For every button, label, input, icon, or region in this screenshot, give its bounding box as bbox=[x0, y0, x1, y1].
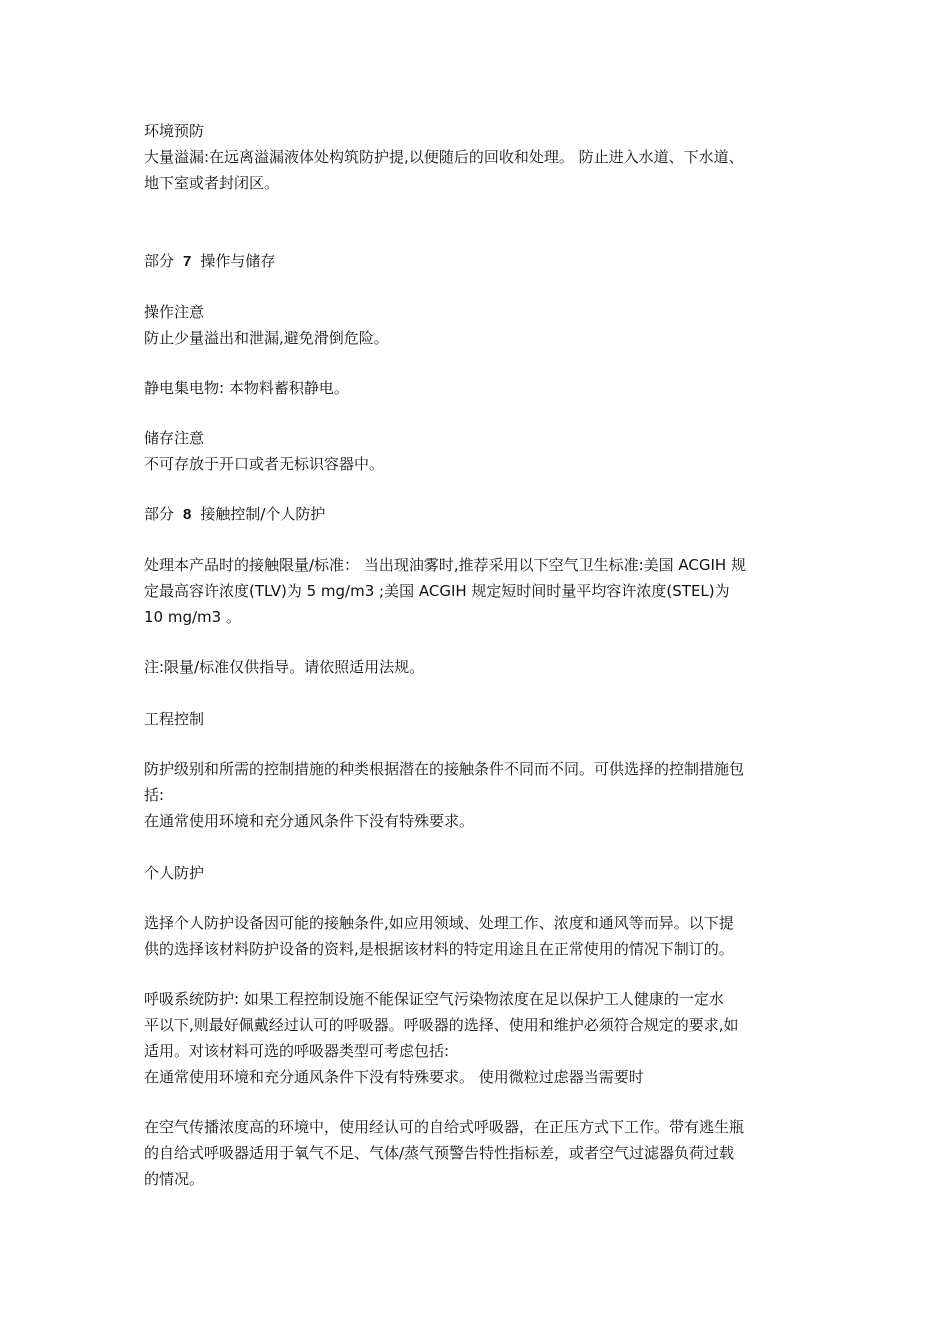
scba-block bbox=[144, 1114, 814, 1192]
storage-block bbox=[144, 425, 814, 477]
engineering-block bbox=[144, 756, 814, 834]
engineering-line-3: 在通常使用环境和充分通风条件下没有特殊要求。 bbox=[144, 812, 475, 830]
respiratory-line-1: 呼吸系统防护: 如果工程控制设施不能保证空气污染物浓度在足以保护工人健康的一定水 bbox=[144, 990, 724, 1008]
handling-text-line-1: 防止少量溢出和泄漏,避免滑倒危险。 bbox=[144, 329, 389, 347]
engineering-heading: 工程控制 bbox=[144, 710, 205, 728]
section-8-number: 8 bbox=[183, 506, 192, 523]
handling-block bbox=[144, 299, 814, 351]
respiratory-line-2: 平以下,则最好佩戴经过认可的呼吸器。呼吸器的选择、使用和维护必须符合规定的要求,如 bbox=[144, 1016, 739, 1034]
limits-line-3: 10 mg/m3 。 bbox=[144, 608, 241, 626]
engineering-line-2: 括: bbox=[144, 786, 165, 804]
storage-text-line-1: 不可存放于开口或者无标识容器中。 bbox=[144, 455, 385, 473]
env-block bbox=[144, 118, 814, 196]
limits-line-1: 处理本产品时的接触限量/标准： 当出现油雾时,推荐采用以下空气卫生标准:美国 ACGIH 规 bbox=[144, 556, 746, 574]
personal-heading: 个人防护 bbox=[144, 864, 205, 882]
storage-heading: 储存注意 bbox=[144, 429, 205, 447]
scba-line-2: 的自给式呼吸器适用于氧气不足、气体/蒸气预警告特性指标差，或者空气过滤器负荷过载 bbox=[144, 1144, 735, 1162]
section-7-heading bbox=[144, 248, 814, 275]
section-7-number: 7 bbox=[183, 253, 192, 270]
exposure-limits-block bbox=[144, 552, 814, 630]
personal-line-2: 供的选择该材料防护设备的资料,是根据该材料的特定用途且在正常使用的情况下制订的。 bbox=[144, 940, 734, 958]
personal-block bbox=[144, 910, 814, 962]
section-7-prefix: 部分 bbox=[144, 252, 175, 270]
limits-note: 注:限量/标准仅供指导。请依照适用法规。 bbox=[144, 658, 425, 676]
document-page bbox=[144, 118, 814, 1192]
personal-line-1: 选择个人防护设备因可能的接触条件,如应用领域、处理工作、浓度和通风等而异。以下提 bbox=[144, 914, 734, 932]
env-text-line-1: 大量溢漏:在远离溢漏液体处构筑防护提,以便随后的回收和处理。 防止进入水道、下水道、 bbox=[144, 148, 744, 166]
limits-line-2: 定最高容许浓度(TLV)为 5 mg/m3 ;美国 ACGIH 规定短时间时量平均容许浓度(STEL)为 bbox=[144, 582, 730, 600]
handling-heading: 操作注意 bbox=[144, 303, 205, 321]
scba-line-3: 的情况。 bbox=[144, 1170, 205, 1188]
respiratory-block bbox=[144, 986, 814, 1090]
respiratory-line-3: 适用。对该材料可选的呼吸器类型可考虑包括: bbox=[144, 1042, 450, 1060]
section-8-title: 接触控制/个人防护 bbox=[200, 505, 326, 523]
section-7-title: 操作与储存 bbox=[200, 252, 276, 270]
section-8-heading bbox=[144, 501, 814, 528]
env-text-line-2: 地下室或者封闭区。 bbox=[144, 174, 280, 192]
engineering-line-1: 防护级别和所需的控制措施的种类根据潜在的接触条件不同而不同。可供选择的控制措施包 bbox=[144, 760, 745, 778]
scba-line-1: 在空气传播浓度高的环境中，使用经认可的自给式呼吸器，在正压方式下工作。带有逃生瓶 bbox=[144, 1118, 745, 1136]
section-8-prefix: 部分 bbox=[144, 505, 175, 523]
static-accumulator-text: 静电集电物: 本物料蓄积静电。 bbox=[144, 379, 349, 397]
env-heading: 环境预防 bbox=[144, 122, 205, 140]
respiratory-line-4: 在通常使用环境和充分通风条件下没有特殊要求。 使用微粒过虑器当需要时 bbox=[144, 1068, 644, 1086]
